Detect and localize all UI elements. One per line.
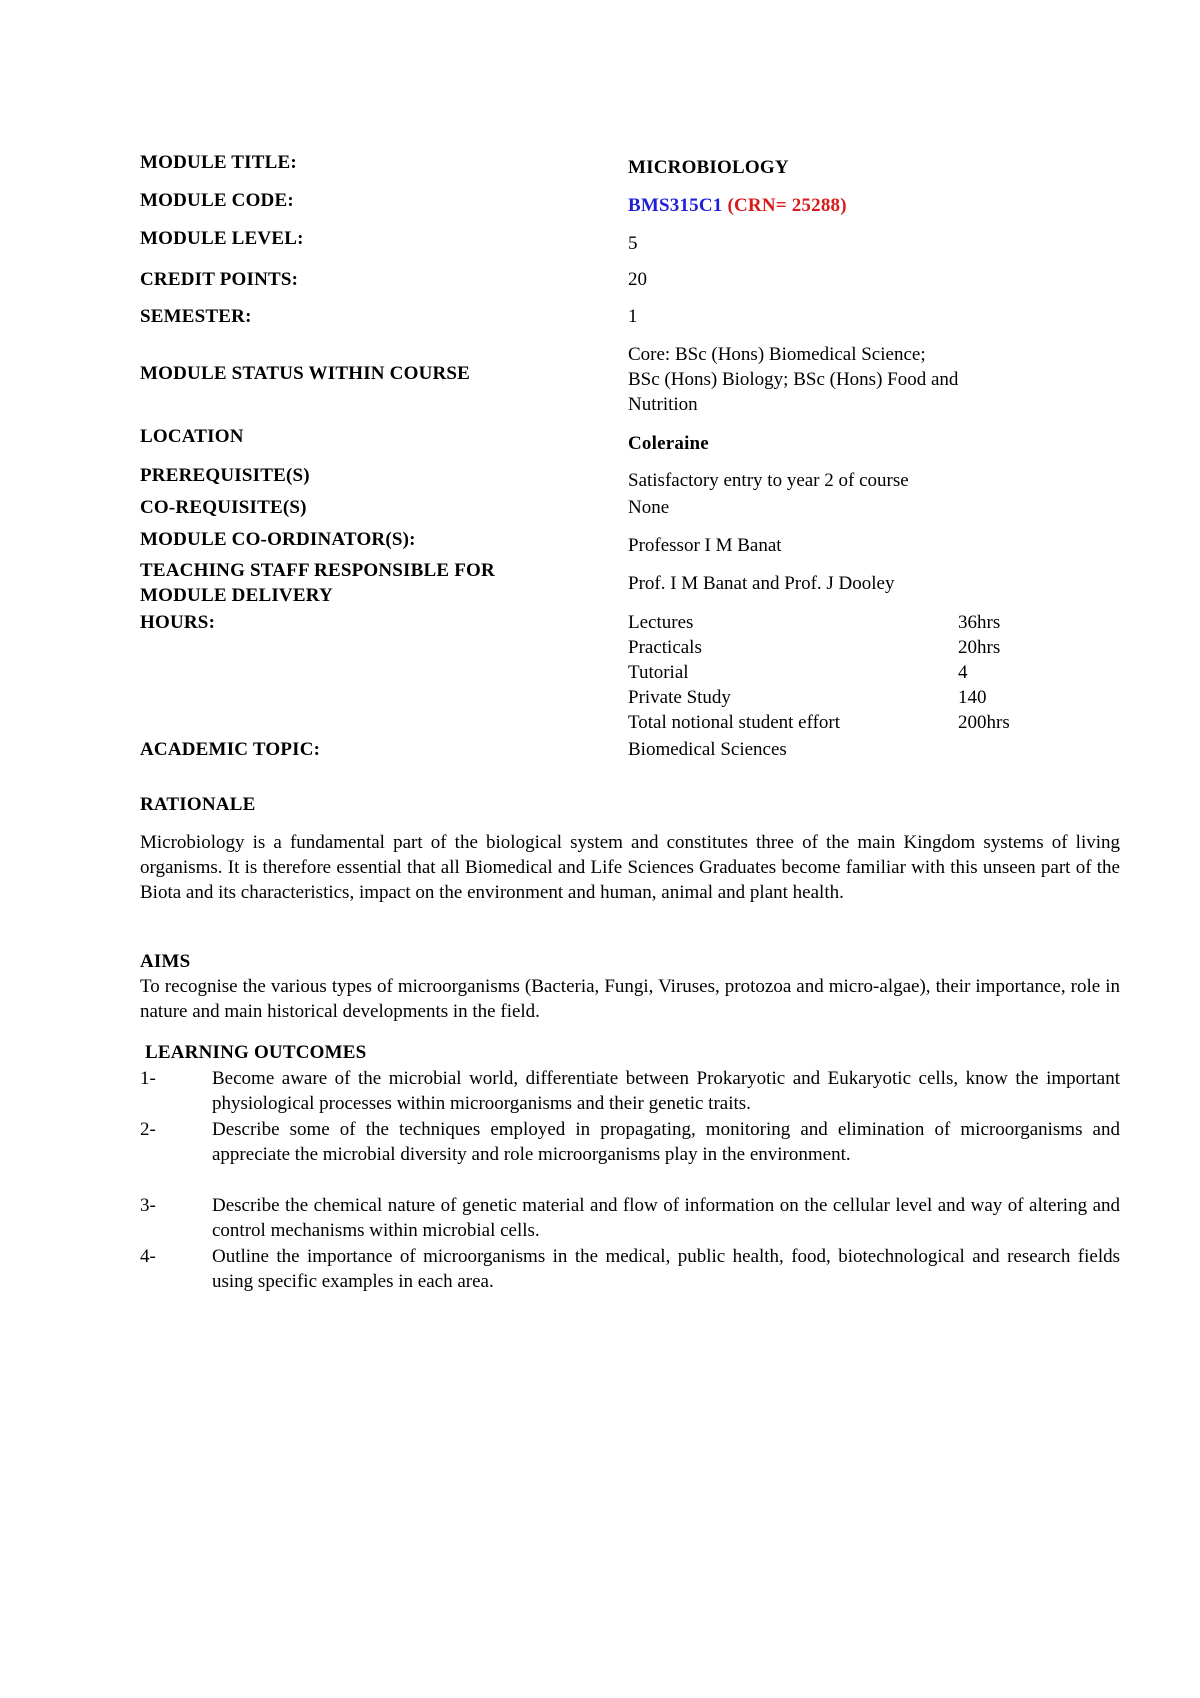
hours-row bbox=[628, 635, 1001, 660]
academic-topic-value: Biomedical Sciences bbox=[628, 739, 787, 760]
hours-amount: 140 bbox=[958, 687, 987, 708]
hours-label: HOURS: bbox=[140, 612, 216, 633]
status-line: BSc (Hons) Biology; BSc (Hons) Food and bbox=[628, 369, 959, 390]
outcome-text: Describe some of the techniques employed in propagating, monitoring and elimination of microorganisms and appreciate the microbial diversity and role microorganisms play in the environment. bbox=[212, 1119, 1120, 1165]
outcome-text: Become aware of the microbial world, differentiate between Prokaryotic and Eukaryotic cells, know the important physiological processes within microorganisms and their genetic traits. bbox=[212, 1068, 1120, 1114]
module-status-value bbox=[628, 342, 958, 417]
outcome-number: 2- bbox=[140, 1119, 156, 1140]
teaching-staff-value: Prof. I M Banat and Prof. J Dooley bbox=[628, 573, 895, 594]
coordinator-value: Professor I M Banat bbox=[628, 535, 782, 556]
status-line: Core: BSc (Hons) Biomedical Science; bbox=[628, 344, 926, 365]
semester-value: 1 bbox=[628, 306, 638, 327]
aims-heading: AIMS bbox=[140, 951, 191, 972]
outcome-number: 3- bbox=[140, 1195, 156, 1216]
status-line: Nutrition bbox=[628, 394, 698, 415]
location-label: LOCATION bbox=[140, 426, 244, 447]
corequisite-label: CO-REQUISITE(S) bbox=[140, 497, 307, 518]
outcome-number: 4- bbox=[140, 1246, 156, 1267]
outcome-text: Outline the importance of microorganisms in the medical, public health, food, biotechnological and research fields using specific examples in each area. bbox=[212, 1246, 1120, 1292]
hours-row bbox=[628, 660, 968, 685]
hours-amount: 36hrs bbox=[958, 612, 1001, 633]
hours-amount: 4 bbox=[958, 662, 968, 683]
teaching-staff-label bbox=[140, 558, 495, 608]
hours-amount: 20hrs bbox=[958, 637, 1001, 658]
hours-activity: Practicals bbox=[628, 637, 702, 658]
academic-topic-label: ACADEMIC TOPIC: bbox=[140, 739, 321, 760]
module-level-value: 5 bbox=[628, 233, 638, 254]
hours-row bbox=[628, 610, 1001, 635]
hours-activity: Tutorial bbox=[628, 662, 689, 683]
module-status-label: MODULE STATUS WITHIN COURSE bbox=[140, 363, 471, 384]
module-title-label: MODULE TITLE: bbox=[140, 152, 297, 173]
module-crn: (CRN= 25288) bbox=[727, 195, 847, 216]
semester-label: SEMESTER: bbox=[140, 306, 252, 327]
coordinator-label: MODULE CO-ORDINATOR(S): bbox=[140, 529, 416, 550]
hours-activity: Lectures bbox=[628, 612, 694, 633]
outcome-text: Describe the chemical nature of genetic material and flow of information on the cellular level and way of altering and control mechanisms within microbial cells. bbox=[212, 1195, 1120, 1241]
outcome-number: 1- bbox=[140, 1068, 156, 1089]
hours-activity: Total notional student effort bbox=[628, 712, 841, 733]
module-code-value bbox=[628, 193, 847, 218]
rationale-heading: RATIONALE bbox=[140, 794, 256, 815]
prerequisite-label: PREREQUISITE(S) bbox=[140, 465, 310, 486]
learning-outcomes-heading: LEARNING OUTCOMES bbox=[145, 1042, 367, 1063]
teaching-staff-label-line: MODULE DELIVERY bbox=[140, 585, 333, 606]
credit-points-label: CREDIT POINTS: bbox=[140, 269, 299, 290]
module-title-value: MICROBIOLOGY bbox=[628, 157, 789, 178]
hours-amount: 200hrs bbox=[958, 712, 1010, 733]
credit-points-value: 20 bbox=[628, 269, 647, 290]
hours-activity: Private Study bbox=[628, 687, 731, 708]
module-level-label: MODULE LEVEL: bbox=[140, 228, 304, 249]
hours-table bbox=[628, 610, 1010, 735]
module-code: BMS315C1 bbox=[628, 195, 723, 216]
hours-row bbox=[628, 710, 1010, 735]
teaching-staff-label-line: TEACHING STAFF RESPONSIBLE FOR bbox=[140, 560, 495, 581]
corequisite-value: None bbox=[628, 497, 670, 518]
prerequisite-value: Satisfactory entry to year 2 of course bbox=[628, 470, 909, 491]
hours-row bbox=[628, 685, 987, 710]
location-value: Coleraine bbox=[628, 433, 709, 454]
module-code-label: MODULE CODE: bbox=[140, 190, 294, 211]
rationale-text: Microbiology is a fundamental part of the biological system and constitutes three of the main Kingdom systems of living organisms. It is therefore essential that all Biomedical and Life Sciences Graduates become familiar with this unseen part of the Biota and its characteristics, impact on the environment and human, animal and plant health. bbox=[140, 832, 1120, 903]
aims-text: To recognise the various types of microorganisms (Bacteria, Fungi, Viruses, protozoa and micro-algae), their importance, role in nature and main historical developments in the field. bbox=[140, 976, 1120, 1022]
